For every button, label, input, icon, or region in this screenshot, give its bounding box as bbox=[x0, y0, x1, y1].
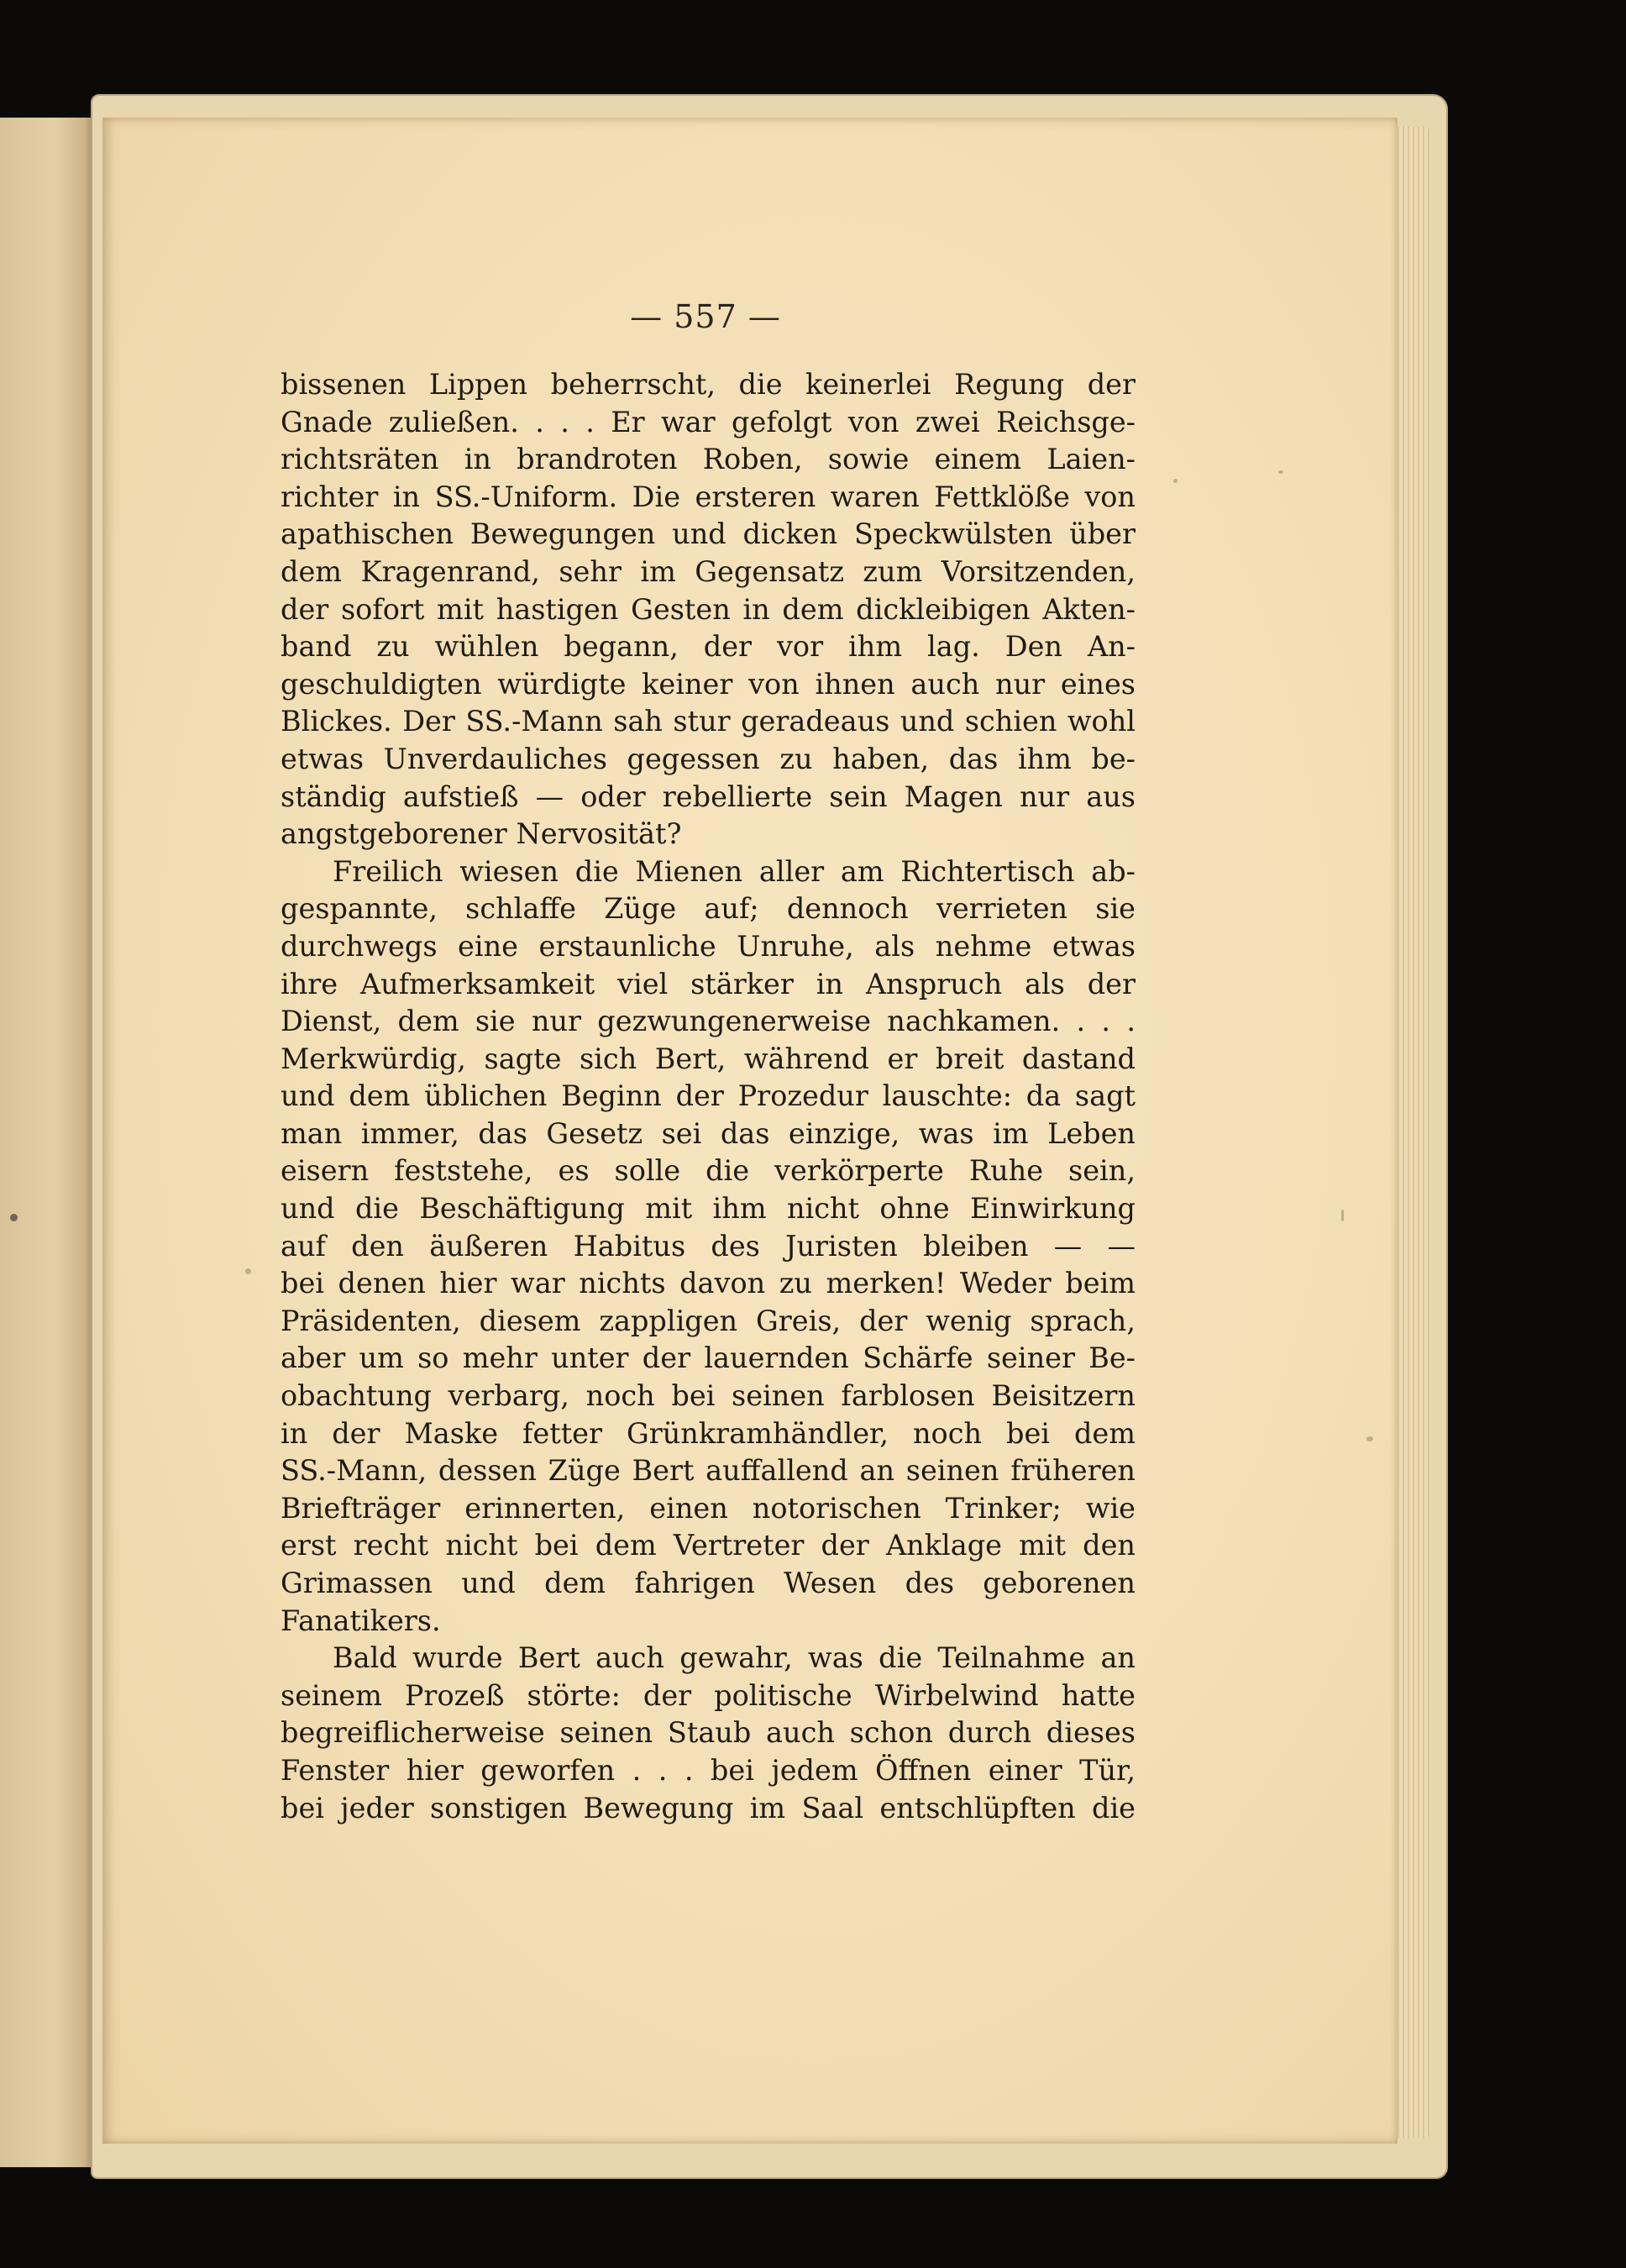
text-line: begreiflicherweise seinen Staub auch schon durch dieses bbox=[281, 1716, 1136, 1750]
text-line: ständig aufstieß — oder rebellierte sein Magen nur aus bbox=[281, 780, 1136, 813]
text-line: Fanatikers. bbox=[281, 1604, 441, 1637]
text-line: Präsidenten, diesem zappligen Greis, der wenig sprach, bbox=[281, 1304, 1136, 1337]
text-line: dem Kragenrand, sehr im Gegensatz zum Vorsitzenden, bbox=[281, 554, 1136, 588]
text-line: Gnade zuließen. . . . Er war gefolgt von zwei Reichsge- bbox=[281, 405, 1136, 438]
text-line: etwas Unverdauliches gegessen zu haben, das ihm be- bbox=[281, 742, 1136, 775]
paper-speck bbox=[245, 1268, 251, 1274]
text-line: Dienst, dem sie nur gezwungenerweise nachkamen. . . . bbox=[281, 1005, 1136, 1038]
facing-page-edge bbox=[0, 118, 99, 2167]
text-line: bissenen Lippen beherrscht, die keinerlei Regung der bbox=[281, 368, 1136, 401]
text-line: der sofort mit hastigen Gesten in dem dickleibigen Akten- bbox=[281, 592, 1136, 626]
text-line: seinem Prozeß störte: der politische Wirbelwind hatte bbox=[281, 1678, 1136, 1712]
text-line: auf den äußeren Habitus des Juristen bleiben — — bbox=[281, 1229, 1136, 1263]
text-line: ihre Aufmerksamkeit viel stärker in Anspruch als der bbox=[281, 967, 1136, 1000]
text-line: geschuldigten würdigte keiner von ihnen auch nur eines bbox=[281, 667, 1136, 701]
text-line: Blickes. Der SS.-Mann sah stur geradeaus und schien wohl bbox=[281, 705, 1136, 738]
text-line: Merkwürdig, sagte sich Bert, während er breit dastand bbox=[281, 1042, 1136, 1075]
text-line: richter in SS.-Uniform. Die ersteren waren Fettklöße von bbox=[281, 480, 1136, 513]
text-line: angstgeborener Nervosität? bbox=[281, 817, 682, 851]
text-line: obachtung verbarg, noch bei seinen farblosen Beisitzern bbox=[281, 1379, 1136, 1413]
text-line: Bald wurde Bert auch gewahr, was die Teilnahme an bbox=[333, 1641, 1136, 1675]
text-line: bei denen hier war nichts davon zu merken! Weder beim bbox=[281, 1267, 1136, 1300]
text-line: band zu wühlen begann, der vor ihm lag. Den An- bbox=[281, 630, 1136, 664]
paper-speck bbox=[1366, 1436, 1373, 1441]
text-line: eisern feststehe, es solle die verkörperte Ruhe sein, bbox=[281, 1154, 1136, 1188]
page-number: — 557 — bbox=[630, 298, 781, 335]
facing-page-speck bbox=[10, 1214, 18, 1221]
text-line: Grimassen und dem fahrigen Wesen des geborenen bbox=[281, 1567, 1136, 1599]
text-line: richtsräten in brandroten Roben, sowie einem Laien- bbox=[281, 443, 1136, 476]
text-line: man immer, das Gesetz sei das einzige, was im Leben bbox=[281, 1116, 1136, 1150]
paper-speck bbox=[1173, 479, 1178, 483]
text-line: und die Beschäftigung mit ihm nicht ohne Einwirkung bbox=[281, 1192, 1136, 1226]
text-line: erst recht nicht bei dem Vertreter der Anklage mit den bbox=[281, 1529, 1136, 1562]
text-line: apathischen Bewegungen und dicken Speckwülsten über bbox=[281, 517, 1136, 551]
text-line: Briefträger erinnerten, einen notorischen Trinker; wie bbox=[281, 1491, 1136, 1525]
text-line: SS.-Mann, dessen Züge Bert auffallend an seinen früheren bbox=[281, 1454, 1136, 1488]
text-line: Fenster hier geworfen . . . bei jedem Öffnen einer Tür, bbox=[281, 1753, 1136, 1787]
paper-speck bbox=[1341, 1210, 1344, 1221]
paper-speck bbox=[1278, 470, 1283, 474]
text-line: gespannte, schlaffe Züge auf; dennoch verrieten sie bbox=[281, 892, 1136, 926]
text-line: in der Maske fetter Grünkramhändler, noch bei dem bbox=[281, 1416, 1136, 1450]
text-line: aber um so mehr unter der lauernden Schärfe seiner Be- bbox=[281, 1341, 1136, 1375]
text-line: und dem üblichen Beginn der Prozedur lauschte: da sagt bbox=[281, 1079, 1136, 1113]
text-line: durchwegs eine erstaunliche Unruhe, als nehme etwas bbox=[281, 929, 1136, 963]
text-line: Freilich wiesen die Mienen aller am Richtertisch ab- bbox=[333, 854, 1136, 888]
page-body-text bbox=[281, 366, 1136, 1827]
text-line: bei jeder sonstigen Bewegung im Saal entschlüpften die bbox=[281, 1791, 1136, 1824]
